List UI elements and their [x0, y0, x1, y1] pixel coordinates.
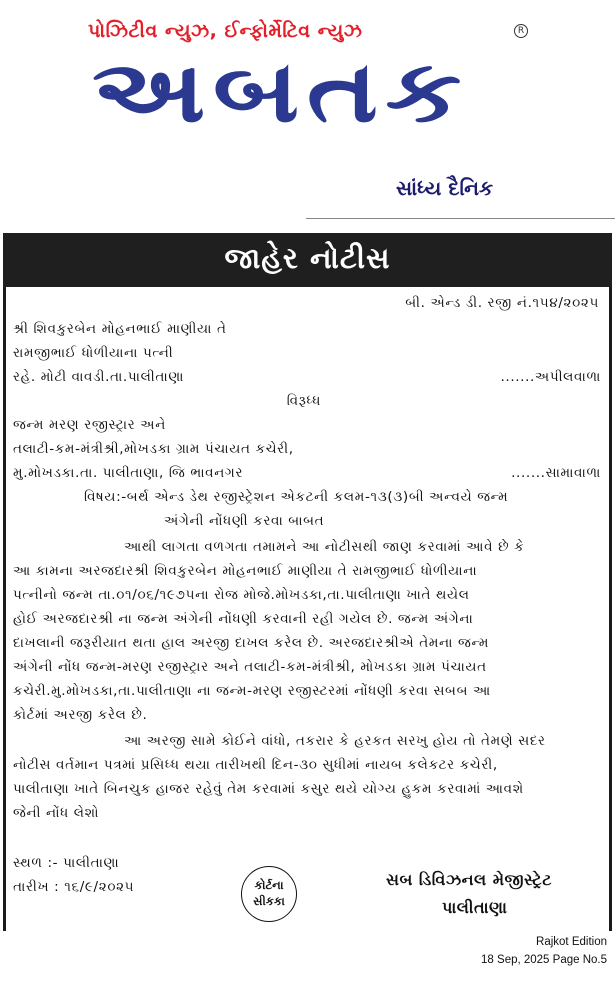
- newspaper-logo: અબતક: [92, 42, 469, 142]
- paragraph1-line: કોર્ટમાં અરજી કરેલ છે.: [13, 707, 148, 723]
- notice-header-bar: [3, 233, 612, 287]
- edition-info: [481, 936, 607, 972]
- respondent-line: મુ.મોખડકા.તા. પાલીતાણા, જિ ભાવનગર: [13, 465, 244, 481]
- appellant-line: શ્રી શિવકુરબેન મોહનભાઈ માણીયા તે: [13, 321, 227, 337]
- case-number: બી. એન્ડ ડી. રજી નં.૧૫૪/૨૦૨૫: [405, 295, 599, 311]
- subject-line: વિષય:-બર્થ એન્ડ ડેથ રજીસ્ટ્રેશન એકટની કલમ-૧૩(૩)બી અન્વયે જન્મ: [84, 489, 509, 505]
- appellant-line: રામજીભાઈ ધોળીયાના પત્ની: [13, 345, 174, 361]
- masthead: [0, 0, 615, 225]
- masthead-tagline: પોઝિટીવ ન્યુઝ, ઈન્ફોર્મેટિવ ન્યુઝ: [88, 20, 363, 42]
- versus-label: વિરૂધ્ધ: [286, 393, 322, 409]
- signatory-place: પાલીતાણા: [442, 898, 508, 917]
- edition-name: Rajkot Edition: [536, 936, 607, 948]
- public-notice: [3, 233, 612, 931]
- paragraph1-line: અંગેની નોંધ જન્મ-મરણ રજીસ્ટ્રાર અને તલાટી-કમ-મંત્રીશ્રી, મોખડકા ગ્રામ પંચાયત: [13, 659, 487, 675]
- paragraph1-line: પત્નીનો જન્મ તા.૦૧/૦૬/૧૯૭૫ના રોજ મોજે.મોખડકા,તા.પાલીતાણા ખાતે થયેલ: [13, 587, 470, 603]
- paragraph2-line: નોટીસ વર્તમાન પત્રમાં પ્રસિધ્ધ થયા તારીખથી દિન-૩૦ સુધીમાં નાયબ કલેકટર કચેરી,: [13, 757, 498, 773]
- paragraph1-line: હોઈ અરજદારશ્રી ના જન્મ અંગેની નોંધણી કરવાની રહી ગયેલ છે. જન્મ અંગેના: [13, 611, 474, 627]
- edition-date-page: 18 Sep, 2025 Page No.5: [481, 954, 607, 966]
- paragraph1-line: કચેરી.મુ.મોખડકા,તા.પાલીતાણા ના જન્મ-મરણ રજીસ્ટરમાં નોંધણી કરવા સબબ આ: [13, 683, 491, 699]
- appellant-line: રહે. મોટી વાવડી.તા.પાલીતાણા: [13, 369, 185, 385]
- masthead-divider: [306, 218, 615, 219]
- paragraph2-line: પાલીતાણા ખાતે બિનચુક હાજર રહેવું તેમ કરવામાં કસુર થયે યોગ્ય હુકમ કરવામાં આવશે: [13, 781, 524, 797]
- logo-subtitle: સાંધ્ય દૈનિક: [396, 176, 494, 200]
- paragraph1-line: આથી લાગતા વળગતા તમામને આ નોટીસથી જાણ કરવામાં આવે છે કે: [124, 539, 525, 555]
- registered-mark-icon: R: [514, 24, 528, 38]
- notice-title: જાહેર નોટીસ: [224, 241, 391, 275]
- paragraph2-line: જેની નોંધ લેશો: [13, 805, 100, 821]
- paragraph1-line: આ કામના અરજદારશ્રી શિવકુરબેન મોહનભાઈ માણીયા તે રામજીભાઈ ધોળીયાના: [13, 563, 478, 579]
- signatory-title: સબ ડિવિઝનલ મેજીસ્ટ્રેટ: [386, 870, 553, 889]
- subject-line: અંગેની નોંધણી કરવા બાબત: [164, 513, 325, 529]
- paragraph1-line: દાખલાની જરૂરીયાત થતા હાલ અરજી દાખલ કરેલ છે. અરજદારશ્રીએ તેમના જન્મ: [13, 635, 490, 651]
- appellant-role: .......અપીલવાળા: [500, 369, 601, 385]
- paragraph2-line: આ અરજી સામે કોઈને વાંધો, તકરાર કે હરકત સરખુ હોય તો તેમણે સદર: [124, 733, 546, 749]
- respondent-line: જન્મ મરણ રજીસ્ટ્રાર અને: [13, 417, 166, 433]
- seal-text: સીકકા: [253, 894, 285, 908]
- respondent-role: .......સામાવાળા: [511, 465, 601, 481]
- seal-text: કોર્ટના: [254, 878, 284, 892]
- place-label: સ્થળ :- પાલીતાણા: [13, 855, 120, 871]
- respondent-line: તલાટી-કમ-મંત્રીશ્રી,મોખડકા ગ્રામ પંચાયત કચેરી,: [13, 441, 294, 457]
- date-label: તારીખ : ૧૬/૯/૨૦૨૫: [13, 879, 135, 895]
- court-seal-stamp: [241, 866, 297, 922]
